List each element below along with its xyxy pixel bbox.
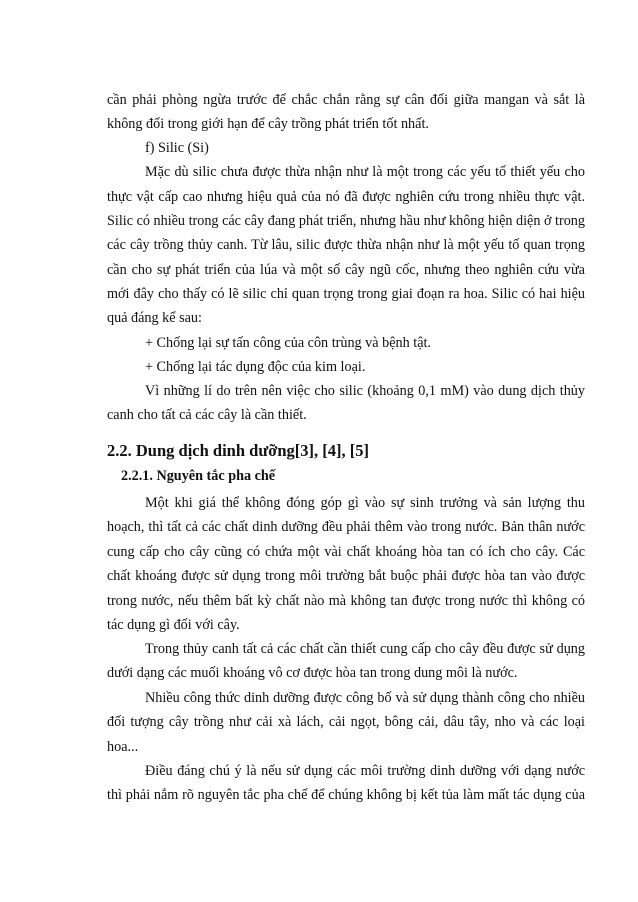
paragraph-line: Điều đáng chú ý là nếu sử dụng các môi trường dinh dưỡng với dạng nước	[145, 763, 585, 779]
paragraph-line: hoa...	[107, 739, 139, 755]
paragraph-line: Silic có nhiều trong các cây đang phát triển, nhưng hầu như không hiện diện ở trong	[107, 213, 585, 229]
paragraph-line: quả đáng kể sau:	[107, 310, 202, 326]
paragraph-line: các cây trồng thủy canh. Từ lâu, silic được thừa nhận như là một yếu tố quan trọng	[107, 237, 585, 253]
paragraph-line: mới đây cho thấy có lẽ silic chỉ quan trọng trong giai đoạn ra hoa. Silic có hai hiệu	[107, 286, 585, 302]
paragraph-line: đối tượng cây trồng như cải xà lách, cải ngọt, bông cải, dâu tây, nho và các loại	[107, 714, 585, 730]
paragraph-line: canh cho tất cả các cây là cần thiết.	[107, 407, 307, 423]
list-item: + Chống lại tác dụng độc của kim loại.	[145, 359, 366, 375]
subsection-label: f) Silic (Si)	[145, 140, 209, 156]
paragraph-line: thực vật cấp cao nhưng hiệu quả của nó đã được nghiên cứu trong nhiều thực vật.	[107, 189, 585, 205]
paragraph-line: Một khi giá thể không đóng góp gì vào sự sinh trưởng và sản lượng thu	[145, 495, 585, 511]
paragraph-line: cung cấp cho cây cũng có chứa một vài chất khoáng hòa tan có ích cho cây. Các	[107, 544, 585, 560]
section-heading: 2.2. Dung dịch dinh dưỡng[3], [4], [5]	[107, 441, 370, 460]
paragraph-line: cần phải phòng ngừa trước để chắc chắn rằng sự cân đối giữa mangan và sắt là	[107, 92, 585, 108]
paragraph-line: trong nước, nếu thêm bất kỳ chất nào mà không tan được trong nước thì không có	[107, 593, 585, 609]
list-item: + Chống lại sự tấn công của côn trùng và bệnh tật.	[145, 335, 431, 351]
paragraph-line: Mặc dù silic chưa được thừa nhận như là một trong các yếu tố thiết yếu cho	[145, 164, 585, 180]
paragraph-line: Nhiều công thức dinh dưỡng được công bố và sử dụng thành công cho nhiều	[145, 690, 585, 706]
paragraph-line: chất khoáng được sử dụng trong môi trường bắt buộc phải được hòa tan vào được	[107, 568, 585, 584]
paragraph-line: cần cho sự phát triển của lúa và một số cây ngũ cốc, nhưng theo nghiên cứu vừa	[107, 262, 585, 278]
paragraph-line: dưới dạng các muối khoáng vô cơ được hòa tan trong dung môi là nước.	[107, 665, 518, 681]
subsection-heading: 2.2.1. Nguyên tắc pha chế	[121, 468, 276, 484]
paragraph-line: hoạch, thì tất cả các chất dinh dưỡng đều phải thêm vào trong nước. Bản thân nước	[107, 519, 585, 535]
paragraph-line: thì phải nắm rõ nguyên tắc pha chế để chúng không bị kết tủa làm mất tác dụng của	[107, 787, 585, 803]
paragraph-line: không đổi trong giới hạn để cây trồng phát triển tốt nhất.	[107, 116, 429, 132]
paragraph-line: Trong thủy canh tất cả các chất cần thiết cung cấp cho cây đều được sử dụng	[145, 641, 585, 657]
paragraph-line: Vì những lí do trên nên việc cho silic (khoảng 0,1 mM) vào dung dịch thủy	[145, 383, 585, 399]
paragraph-line: tác dụng gì đối với cây.	[107, 617, 240, 633]
